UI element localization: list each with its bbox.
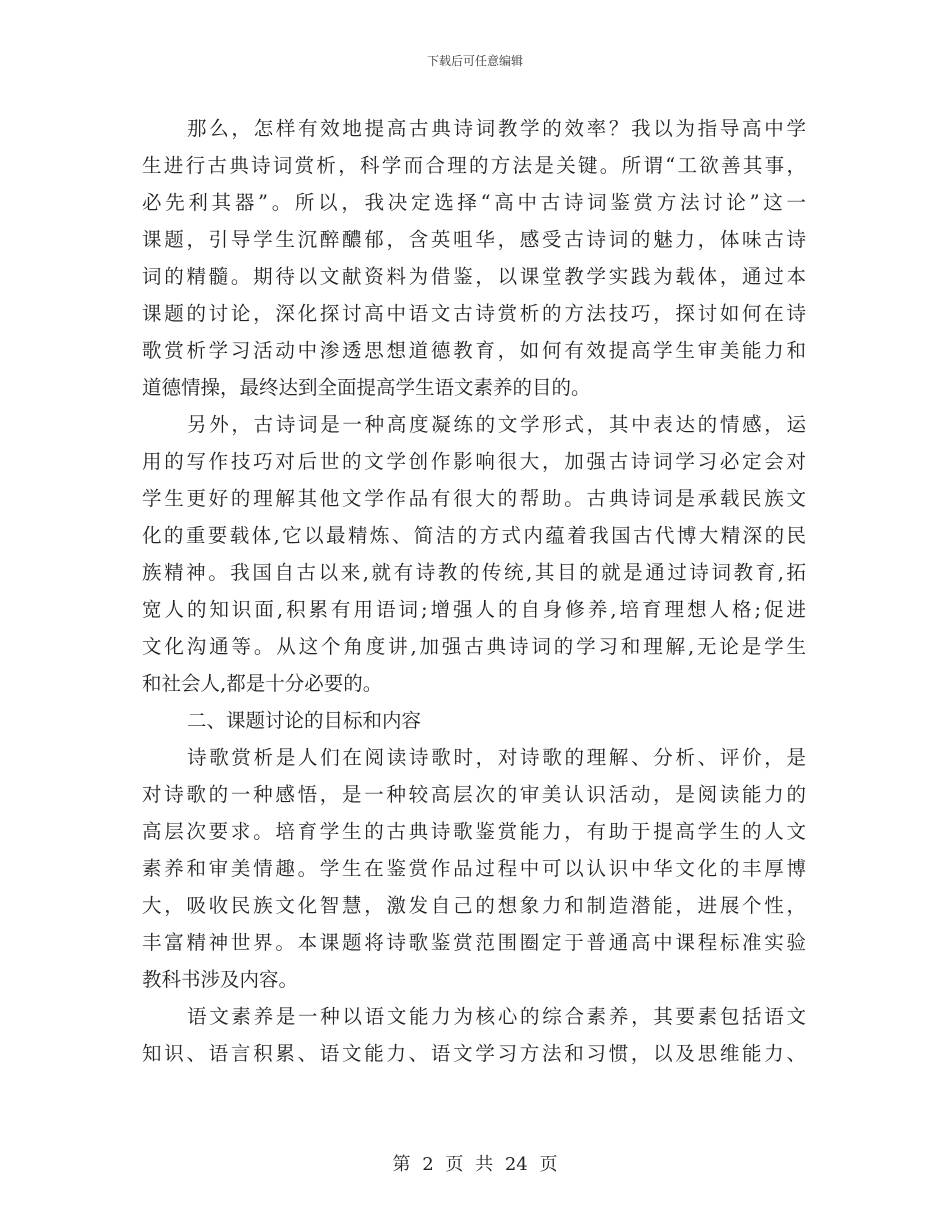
text-line: 用的写作技巧对后世的文学创作影响很大，加强古诗词学习必定会对 bbox=[142, 450, 806, 473]
text-line: 族精神。我国自古以来,就有诗教的传统,其目的就是通过诗词教育,拓 bbox=[142, 561, 806, 584]
text-line: 生进行古典诗词赏析，科学而合理的方法是关键。所谓“工欲善其事， bbox=[142, 154, 806, 177]
text-line: 高层次要求。培育学生的古典诗歌鉴赏能力，有助于提高学生的人文 bbox=[142, 820, 806, 843]
text-line: 知识、语言积累、语文能力、语文学习方法和习惯，以及思维能力、 bbox=[142, 1042, 806, 1065]
text-line: 宽人的知识面,积累有用语词;增强人的自身修养,培育理想人格;促进 bbox=[142, 598, 806, 621]
text-line: 学生更好的理解其他文学作品有很大的帮助。古典诗词是承载民族文 bbox=[142, 487, 806, 510]
text-line: 必先利其器”。所以，我决定选择“高中古诗词鉴赏方法讨论”这一 bbox=[142, 191, 806, 214]
text-line: 教科书涉及内容。 bbox=[142, 968, 299, 991]
text-line: 课题，引导学生沉醉醲郁，含英咀华，感受古诗词的魅力，体味古诗 bbox=[142, 228, 806, 251]
paragraph bbox=[142, 406, 806, 702]
text-line: 文化沟通等。从这个角度讲,加强古典诗词的学习和理解,无论是学生 bbox=[142, 635, 806, 658]
text-line: 道德情操，最终达到全面提高学生语文素养的目的。 bbox=[142, 376, 591, 399]
text-line: 诗歌赏析是人们在阅读诗歌时，对诗歌的理解、分析、评价，是 bbox=[187, 746, 806, 769]
section-heading bbox=[142, 702, 806, 739]
text-line: 化的重要载体,它以最精炼、简洁的方式内蕴着我国古代博大精深的民 bbox=[142, 524, 806, 547]
paragraph bbox=[142, 739, 806, 998]
paragraph bbox=[142, 110, 806, 406]
text-line: 词的精髓。期待以文献资料为借鉴，以课堂教学实践为载体，通过本 bbox=[142, 265, 806, 288]
text-line: 素养和审美情趣。学生在鉴赏作品过程中可以认识中华文化的丰厚博 bbox=[142, 857, 806, 880]
text-line: 对诗歌的一种感悟，是一种较高层次的审美认识活动，是阅读能力的 bbox=[142, 783, 806, 806]
text-line: 大，吸收民族文化智慧，激发自己的想象力和制造潜能，进展个性， bbox=[142, 894, 806, 917]
page-footer: 第 2 页 共 24 页 bbox=[392, 1154, 558, 1175]
text-line: 和社会人,都是十分必要的。 bbox=[142, 672, 383, 695]
text-line: 那么，怎样有效地提高古典诗词教学的效率？我以为指导高中学 bbox=[187, 117, 806, 140]
text-line: 语文素养是一种以语文能力为核心的综合素养，其要素包括语文 bbox=[187, 1005, 806, 1028]
document-body bbox=[142, 110, 806, 1072]
section-heading-text: 二、课题讨论的目标和内容 bbox=[187, 709, 422, 732]
text-line: 歌赏析学习活动中渗透思想道德教育，如何有效提高学生审美能力和 bbox=[142, 339, 806, 362]
paragraph bbox=[142, 998, 806, 1072]
text-line: 课题的讨论，深化探讨高中语文古诗赏析的方法技巧，探讨如何在诗 bbox=[142, 302, 806, 325]
text-line: 另外，古诗词是一种高度凝练的文学形式，其中表达的情感，运 bbox=[187, 413, 806, 436]
page-header: 下载后可任意编辑 bbox=[426, 54, 523, 68]
text-line: 丰富精神世界。本课题将诗歌鉴赏范围圈定于普通高中课程标准实验 bbox=[142, 931, 806, 954]
